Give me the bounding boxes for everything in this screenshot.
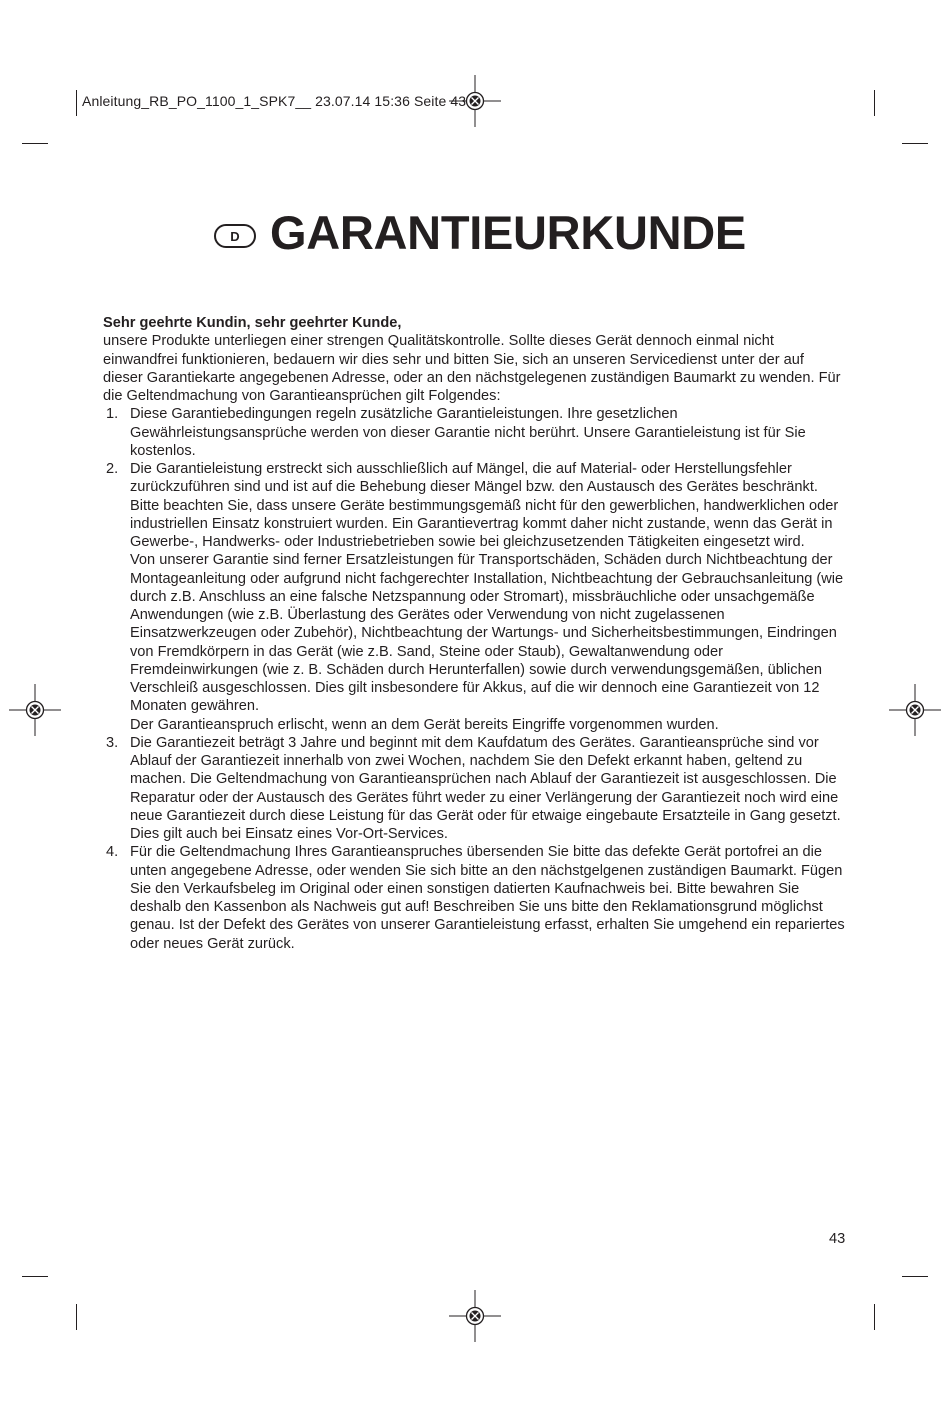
registration-mark-bottom-icon bbox=[449, 1290, 501, 1342]
crop-mark-top-right-vertical bbox=[874, 90, 875, 116]
list-item-paragraph: Die Garantiezeit beträgt 3 Jahre und beginnt mit dem Kaufdatum des Gerätes. Garantieansprüche sind vor Ablauf der Garantiezeit innerhalb von zwei Wochen, nachdem Sie den Defekt erkannt haben, geltend zu machen. Die Geltendmachung von Garantieansprüchen nach Ablauf der Garantiezeit ist ausgeschlossen. Die Reparatur oder der Austausch des Gerätes führt weder zu einer Verlängerung der Garantiezeit noch wird eine neue Garantiezeit durch diese Leistung für das Gerät oder für etwaige eingebaute Ersatzteile in Gang gesetzt. Dies gilt auch bei Einsatz eines Vor-Ort-Services. bbox=[130, 734, 841, 842]
language-badge: D bbox=[214, 224, 256, 248]
list-item bbox=[103, 405, 845, 460]
crop-mark-top-left-vertical bbox=[76, 90, 77, 116]
list-item bbox=[103, 843, 845, 953]
registration-mark-right-icon bbox=[889, 684, 941, 736]
list-item-paragraph: Diese Garantiebedingungen regeln zusätzliche Garantieleistungen. Ihre gesetzlichen Gewährleistungsansprüche werden von dieser Garantie nicht berührt. Unsere Garantieleistung ist für Sie kostenlos. bbox=[130, 406, 806, 459]
print-slug-line: Anleitung_RB_PO_1100_1_SPK7__ 23.07.14 15:36 Seite 43 bbox=[82, 93, 467, 109]
list-item-number: 4. bbox=[106, 844, 119, 861]
crop-mark-top-left-horizontal bbox=[22, 143, 48, 144]
crop-mark-bottom-right-vertical bbox=[874, 1304, 875, 1330]
greeting: Sehr geehrte Kundin, sehr geehrter Kunde, bbox=[103, 315, 402, 331]
list-item-number: 1. bbox=[106, 406, 119, 423]
page-title: GARANTIEURKUNDE bbox=[270, 206, 746, 259]
list-item-paragraph: Der Garantieanspruch erlischt, wenn an dem Gerät bereits Eingriffe vorgenommen wurden. bbox=[130, 716, 719, 733]
list-item-number: 2. bbox=[106, 461, 119, 477]
list-item bbox=[103, 734, 845, 844]
list-item-number: 3. bbox=[106, 734, 119, 751]
list-item-paragraph: Für die Geltendmachung Ihres Garantieanspruches übersenden Sie bitte das defekte Gerät portofrei an die unten angegebene Adresse, oder wenden Sie sich bitte an den nächstgelgenen zuständigen Baumarkt. Fügen Sie den Verkaufsbeleg im Original oder einen sonstigen datierten Kaufnachweis bei. Bitte bewahren Sie deshalb den Kassenbon als Nachweis gut auf! Beschreiben Sie uns bitte den Reklamationsgrund möglichst genau. Ist der Defekt des Gerätes von unserer Garantieleistung erfasst, erhalten Sie umgehend ein repariertes oder neues Gerät zurück. bbox=[130, 844, 845, 952]
crop-mark-bottom-right-horizontal bbox=[902, 1276, 928, 1277]
crop-mark-bottom-left-horizontal bbox=[22, 1276, 48, 1277]
registration-mark-top-icon bbox=[449, 75, 501, 127]
page-header bbox=[214, 207, 746, 259]
list-item-paragraph: Von unserer Garantie sind ferner Ersatzleistungen für Transportschäden, Schäden durch Nichtbeachtung der Montageanleitung oder aufgrund nicht fachgerechter Installation, Nichtbeachtung der Gebrauchsanleitung (wie durch z.B. Anschluss an eine falsche Netzspannung oder Stromart), missbräuchliche oder unsachgemäße Anwendungen (wie z.B. Überlastung des Gerätes oder Verwendung von nicht zugelassenen Einsatzwerkzeugen oder Zubehör), Nichtbeachtung der Wartungs- und Sicherheitsbestimmungen, Eindringen von Fremdkörpern in das Gerät (wie z.B. Sand, Steine oder Staub), Gewaltanwendung oder Fremdeinwirkungen (wie z. B. Schäden durch Herunterfallen) sowie durch verwendungsgemäßen, üblichen Verschleiß ausgeschlossen. Dies gilt insbesondere für Akkus, auf die wir dennoch eine Garantiezeit von 12 Monaten gewähren. bbox=[130, 552, 844, 715]
crop-mark-bottom-left-vertical bbox=[76, 1304, 77, 1330]
warranty-text bbox=[103, 314, 845, 953]
registration-mark-left-icon bbox=[9, 684, 61, 736]
list-item-paragraph: Die Garantieleistung erstreckt sich ausschließlich auf Mängel, die auf Material- oder Herstellungsfehler zurückzuführen sind und ist auf die Behebung dieser Mängel bzw. den Austausch des Gerätes beschränkt. Bitte beachten Sie, dass unsere Geräte bestimmungsgemäß nicht für den gewerblichen, handwerklichen oder industriellen Einsatz konstruiert wurden. Ein Garantievertrag kommt daher nicht zustande, wenn das Gerät in Gewerbe-, Handwerks- oder Industriebetrieben sowie bei gleichzusetzenden Tätigkeiten eingesetzt wird. bbox=[130, 461, 839, 550]
warranty-terms-list bbox=[103, 405, 845, 953]
list-item bbox=[103, 460, 845, 734]
crop-mark-top-right-horizontal bbox=[902, 143, 928, 144]
page-number: 43 bbox=[829, 1231, 846, 1247]
intro-paragraph: unsere Produkte unterliegen einer strengen Qualitätskontrolle. Sollte dieses Gerät dennoch einmal nicht einwandfrei funktionieren, bedauern wir dies sehr und bitten Sie, sich an unseren Servicedienst unter der auf dieser Garantiekarte angegebenen Adresse, oder an den nächstgelegenen zuständigen Baumarkt zu wenden. Für die Geltendmachung von Garantieansprüchen gilt Folgendes: bbox=[103, 333, 841, 404]
